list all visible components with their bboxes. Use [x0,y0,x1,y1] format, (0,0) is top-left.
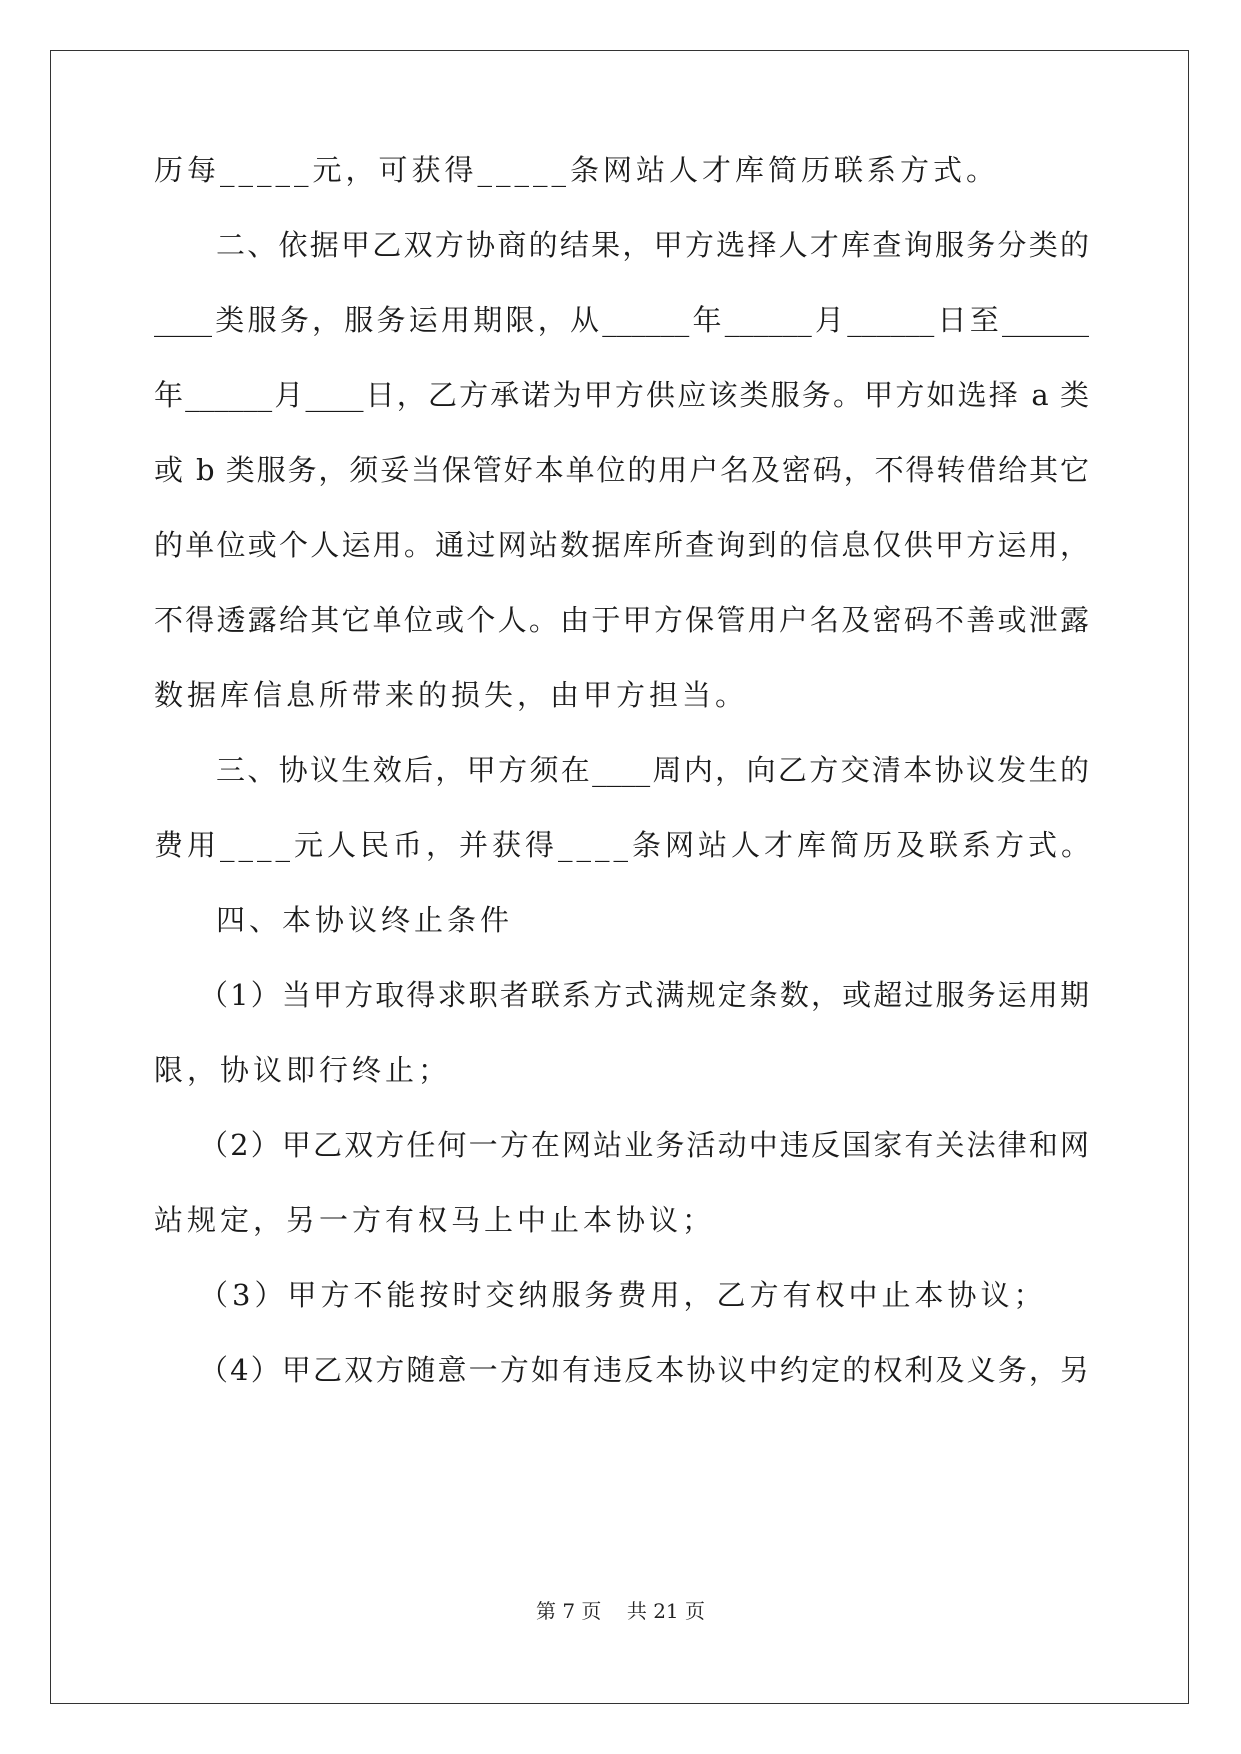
text-line: 站规定，另一方有权马上中止本协议； [154,1203,716,1237]
text-line: 的单位或个人运用。通过网站数据库所查询到的信息仅供甲方运用， [154,528,1089,562]
text-line: 三、协议生效后，甲方须在____周内，向乙方交清本协议发生的 [216,753,1089,787]
section-heading: 四、本协议终止条件 [216,903,514,937]
text-line: 年______月____日，乙方承诺为甲方供应该类服务。甲方如选择 a 类 [154,378,1089,412]
text-line: ____类服务，服务运用期限，从______年______月______日至______ [154,303,1089,337]
text-line: 数据库信息所带来的损失，由甲方担当。 [154,678,749,712]
text-line: 或 b 类服务，须妥当保管好本单位的用户名及密码，不得转借给其它 [154,453,1089,487]
text-line: 历每_____元，可获得_____条网站人才库简历联系方式。 [154,153,1000,187]
text-line: （2）甲乙双方任何一方在网站业务活动中违反国家有关法律和网 [199,1128,1089,1162]
text-line: 费用____元人民币，并获得____条网站人才库简历及联系方式。 [154,828,1095,862]
text-line: 二、依据甲乙双方协商的结果，甲方选择人才库查询服务分类的 [216,228,1089,262]
text-line: 限，协议即行终止； [154,1053,452,1087]
text-line: （4）甲乙双方随意一方如有违反本协议中约定的权利及义务，另 [199,1353,1089,1387]
text-line: （3）甲方不能按时交纳服务费用，乙方有权中止本协议； [199,1278,1047,1312]
text-line: 不得透露给其它单位或个人。由于甲方保管用户名及密码不善或泄露 [154,603,1089,637]
text-line: （1）当甲方取得求职者联系方式满规定条数，或超过服务运用期 [199,978,1089,1012]
page-border [50,50,1189,1704]
page-number: 第 7 页 共 21 页 [535,1599,706,1623]
